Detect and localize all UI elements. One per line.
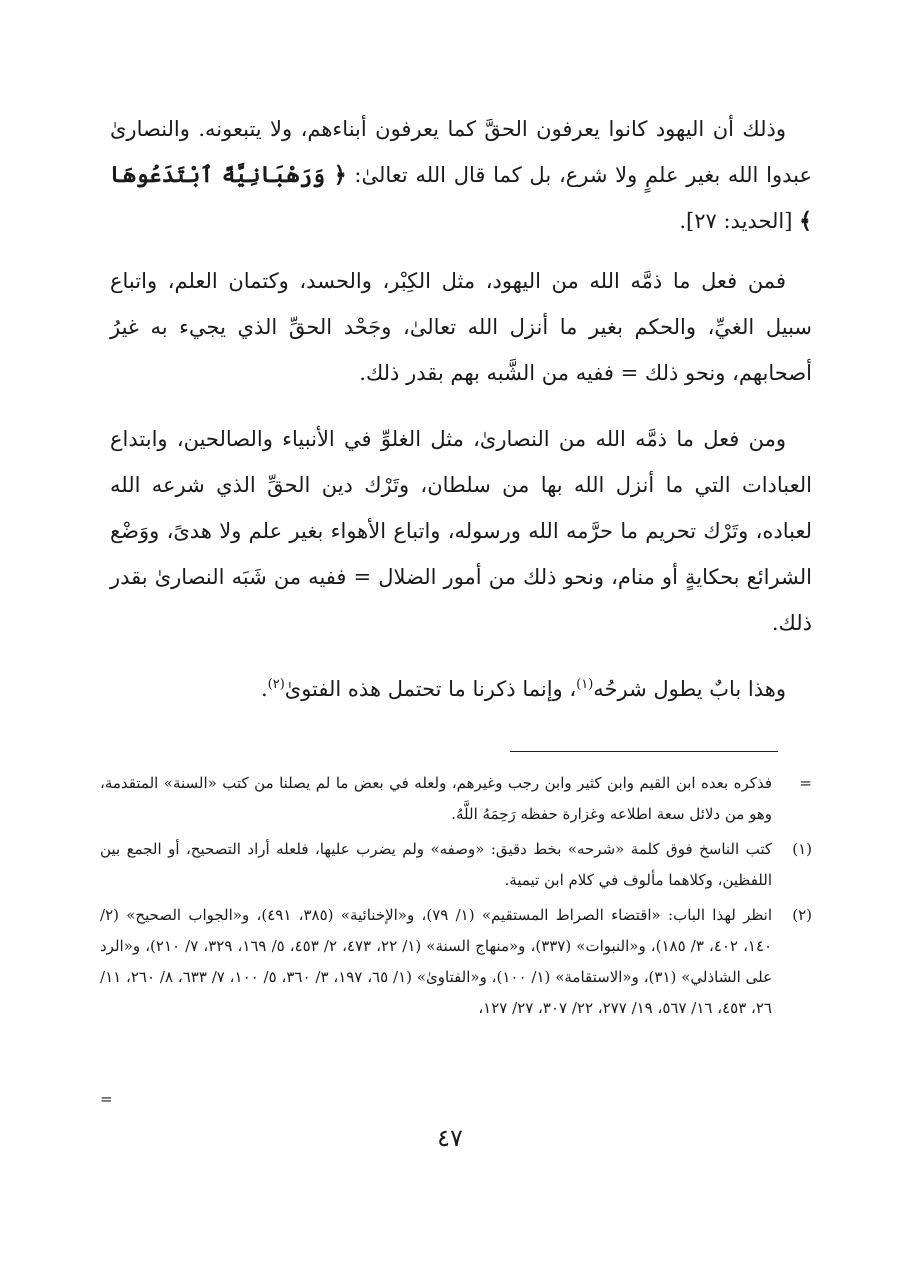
- footnotes: [100, 768, 812, 1028]
- paragraph-4: [110, 666, 812, 712]
- paragraph-3: ومن فعل ما ذمَّه الله من النصارىٰ، مثل الغلوِّ في الأنبياء والصالحين، وابتداع العبادات التي ما أنزل الله بها من سلطان، وتَرْك دين الحقِّ الذي شرعه الله لعباده، وتَرْك تحريم ما حرَّمه الله ورسوله، واتباع الأهواء بغير علم ولا هدىً، ووَضْع الشرائع بحكايةٍ أو منام، ونحو ذلك من أمور الضلال = ففيه من شَبَه النصارىٰ بقدر ذلك.: [110, 427, 812, 635]
- footnote-continued-marker: =: [799, 774, 812, 792]
- para4-part1: وهذا بابٌ يطول شرحُه: [593, 677, 786, 701]
- verse-citation: [الحديد: ٢٧].: [679, 209, 793, 233]
- quran-verse: ﴿ وَرَهْبَانِيَّةً ٱبْتَدَعُوهَا ﴾: [110, 162, 812, 234]
- para1-line2: والنصارىٰ عبدوا الله بغير علمٍ ولا شرع، بل كما قال الله تعالىٰ:: [110, 117, 812, 187]
- footnote-2: [100, 900, 812, 1024]
- paragraph-1: [110, 106, 812, 244]
- footnote-continued: [100, 768, 812, 830]
- footnote-separator: [510, 751, 778, 752]
- para4-part2: ، وإنما ذكرنا ما تحتمل هذه الفتوىٰ: [284, 677, 577, 701]
- main-text: [110, 106, 812, 732]
- footnote-continues-marker: =: [100, 1090, 113, 1108]
- footnote-1-marker: (١): [792, 840, 812, 858]
- footnote-1-text: كتب الناسخ فوق كلمة «شرحه» بخط دقيق: «وصفه» ولم يضرب عليها، فلعله أراد التصحيح، أو الجمع بين اللفظين، وكلاهما مألوف في كلام ابن تيمية.: [100, 840, 772, 889]
- footnote-2-text: انظر لهذا الباب: «اقتضاء الصراط المستقيم» (١/ ٧٩)، و«الإخنائية» (٣٨٥، ٤٩١)، و«الجواب الصحيح» (٢/ ١٤٠، ٤٠٢، ٣/ ١٨٥)، و«النبوات» (٣٣٧)، و«منهاج السنة» (١/ ٢٢، ٤٧٣، ٢/ ٤٥٣، ٥/ ١٦٩، ٣٢٩، ٧/ ٢١٠)، و«الرد على الشاذلي» (٣١)، و«الاستقامة» (١/ ١٠٠)، و«الفتاوىٰ» (١/ ٦٥، ١٩٧، ٣/ ٣٦٠، ٥/ ١٠٠، ٧/ ٦٣٣، ٨/ ٢٦٠، ١١/ ٢٦، ٤٥٣، ١٦/ ٥٦٧، ١٩/ ٢٧٧، ٢٢/ ٣٠٧، ٢٧/ ١٢٧،: [100, 906, 773, 1017]
- footnote-1: [100, 834, 812, 896]
- para1-line1: وذلك أن اليهود كانوا يعرفون الحقَّ كما يعرفون أبناءهم، ولا يتبعونه.: [198, 117, 786, 141]
- footnote-2-marker: (٢): [792, 906, 812, 924]
- footnote-continued-text: فذكره بعده ابن القيم وابن كثير وابن رجب وغيرهم، ولعله في بعض ما لم يصلنا من كتب «السنة» المتقدمة، وهو من دلائل سعة اطلاعه وغزارة حفظه رَحِمَهُ اللَّهُ.: [100, 774, 772, 823]
- para4-part3: .: [260, 677, 268, 701]
- footnote-ref-1[interactable]: (١): [576, 677, 594, 692]
- footnote-ref-2[interactable]: (٢): [267, 677, 285, 692]
- page-number: ٤٧: [437, 1124, 463, 1152]
- paragraph-2: فمن فعل ما ذمَّه الله من اليهود، مثل الكِبْر، والحسد، وكتمان العلم، واتباع سبيل الغيِّ، والحكم بغير ما أنزل الله تعالىٰ، وجَحْد الحقِّ الذي يجيء به غيرُ أصحابهم، ونحو ذلك = ففيه من الشَّبه بهم بقدر ذلك.: [110, 269, 812, 385]
